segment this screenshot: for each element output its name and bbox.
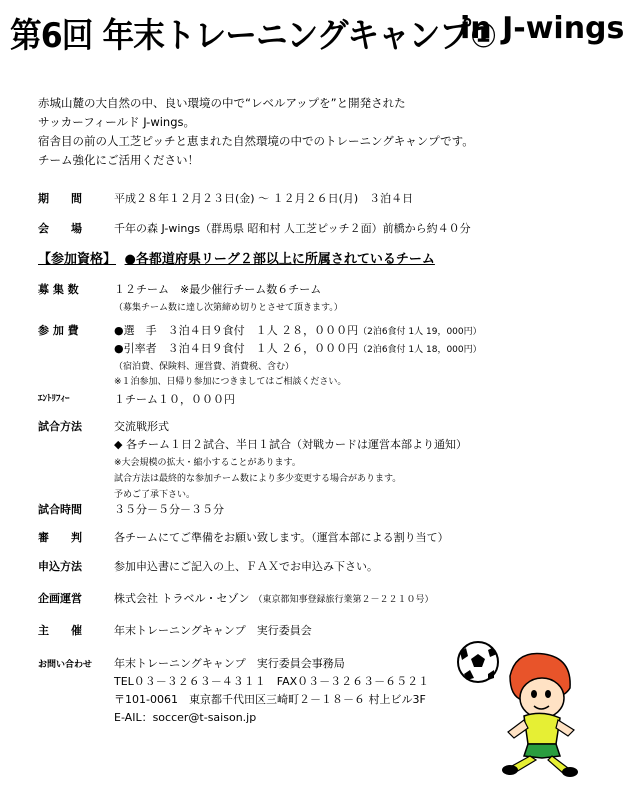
soccer-mascot-icon bbox=[452, 640, 592, 780]
planning-value bbox=[114, 590, 434, 606]
intro-line: チーム強化にご活用ください！ bbox=[38, 153, 199, 167]
match-note-3: 予めご了承下さい。 bbox=[114, 490, 196, 500]
referee-label: 審 判 bbox=[38, 531, 82, 544]
recruit-note: （募集チーム数に達し次第締め切りとさせて頂きます。） bbox=[114, 303, 343, 313]
time-value: ３５分－５分－３５分 bbox=[114, 503, 224, 516]
match-line-1: 交流戦形式 bbox=[114, 420, 169, 433]
qualification-row bbox=[38, 248, 435, 267]
contact-line-3: 〒101-0061 東京都千代田区三崎町２－１８－６ 村上ビル3F bbox=[114, 693, 426, 706]
contact-line-1: 年末トレーニングキャンプ 実行委員会事務局 bbox=[114, 657, 345, 670]
contact-label: お問い合わせ bbox=[38, 660, 93, 670]
qualification-value: ●各都道府県リーグ２部以上に所属されているチーム bbox=[124, 252, 435, 267]
entry-label: ｴﾝﾄﾘﾌｨｰ bbox=[38, 394, 70, 404]
venue-label: 会 場 bbox=[38, 222, 82, 235]
fee-leader bbox=[114, 340, 482, 356]
match-values bbox=[114, 418, 467, 500]
fee-leader-alt: （2泊6食付 1人 18，000円） bbox=[358, 345, 482, 355]
apply-value: 参加申込書にご記入の上、ＦＡＸでお申込み下さい。 bbox=[114, 560, 378, 573]
match-label: 試合方法 bbox=[38, 420, 82, 433]
contact-values bbox=[114, 655, 429, 725]
planning-company: 株式会社 トラベル・セゾン bbox=[114, 592, 250, 605]
page-title bbox=[10, 8, 624, 56]
time-label: 試合時間 bbox=[38, 503, 82, 516]
fee-note-2: ※１泊参加、日帰り参加につきましてはご相談ください。 bbox=[114, 377, 347, 387]
match-note-1: ※大会規模の拡大・縮小することがあります。 bbox=[114, 458, 301, 468]
period-value: 平成２８年１２月２３日(金) ～ １２月２６日(月) ３泊４日 bbox=[114, 192, 414, 205]
entry-value: １チーム１０，０００円 bbox=[114, 393, 235, 406]
intro-line: 赤城山麓の大自然の中、良い環境の中で“レベルアップを”と開発された bbox=[38, 96, 406, 110]
match-note-2: 試合方法は最終的な参加チーム数により多少変更する場合があります。 bbox=[114, 474, 402, 484]
apply-label: 申込方法 bbox=[38, 560, 82, 573]
referee-value: 各チームにてご準備をお願い致します。（運営本部による割り当て） bbox=[114, 531, 449, 544]
venue-value: 千年の森 J-wings（群馬県 昭和村 人工芝ピッチ２面）前橋から約４０分 bbox=[114, 222, 471, 235]
recruit-values bbox=[114, 281, 343, 313]
fee-leader-text: ●引率者 ３泊４日９食付 １人 ２６，０００円 bbox=[114, 342, 359, 355]
fee-label: 参 加 費 bbox=[38, 324, 79, 337]
title-sub: in J-wings bbox=[460, 11, 624, 46]
period-label: 期 間 bbox=[38, 192, 82, 205]
fee-player bbox=[114, 322, 482, 338]
title-main: 第6回 年末トレーニングキャンプ① bbox=[10, 16, 497, 56]
fee-note-1: （宿泊費、保険料、運営費、消費税、含む） bbox=[114, 362, 295, 372]
intro-line: 宿舎目の前の人工芝ピッチと恵まれた自然環境の中でのトレーニングキャンプです。 bbox=[38, 134, 474, 148]
host-value: 年末トレーニングキャンプ 実行委員会 bbox=[114, 624, 312, 637]
contact-line-2: TEL０３－３２６３－４３１１ FAX０３－３２６３－６５２１ bbox=[114, 675, 430, 688]
host-label: 主 催 bbox=[38, 624, 82, 637]
fee-player-alt: （2泊6食付 1人 19，000円） bbox=[358, 327, 482, 337]
recruit-label: 募 集 数 bbox=[38, 283, 79, 296]
fee-player-text: ●選 手 ３泊４日９食付 １人 ２８，０００円 bbox=[114, 324, 359, 337]
match-line-2: ◆ 各チーム１日２試合、半日１試合（対戦カードは運営本部より通知） bbox=[114, 438, 467, 451]
contact-line-4: E-AIL：soccer@t-saison.jp bbox=[114, 711, 257, 724]
fee-values bbox=[114, 322, 482, 387]
recruit-value: １２チーム ※最少催行チーム数６チーム bbox=[114, 283, 322, 296]
planning-label: 企画運営 bbox=[38, 592, 82, 605]
qualification-label: 【参加資格】 bbox=[38, 252, 117, 267]
intro-text bbox=[38, 94, 474, 170]
intro-line: サッカーフィールド J-wings。 bbox=[38, 115, 196, 129]
planning-reg: （東京都知事登録旅行業第２－２２１０号） bbox=[253, 595, 434, 605]
